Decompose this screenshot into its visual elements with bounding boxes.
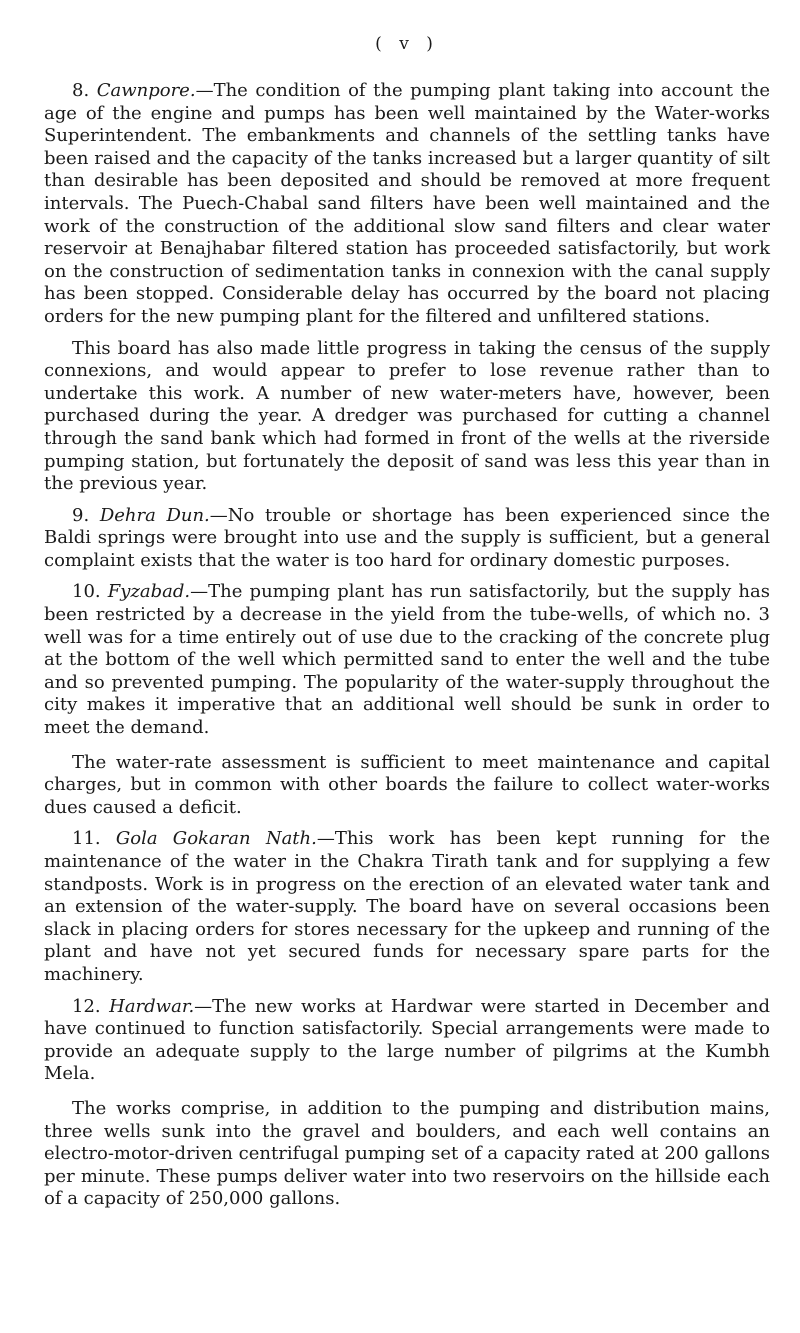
paragraph-text: —The pumping plant has run satisfactorily, but the supply has been restricted by a decrease in the yield from the tube-wells, of which no. 3 well was for a time entirely out of use due to the cracking of the concrete plug at the bottom of the well which permitted sand to enter the well and the tube and so prevented pumping. The popularity of the water-supply throughout the city makes it imperative that an additional well should be sunk in order to meet the demand. xyxy=(44,581,770,739)
paragraph-text: The works comprise, in addition to the pumping and distribution mains, three wells sunk into the gravel and boulders, and each well contains an electro-motor-driven centrifugal pumping set of a capacity rated at 200 gallons per minute. These pumps deliver water into two reservoirs on the hillside each of a capacity of 250,000 gallons. xyxy=(44,1097,770,1210)
paragraph-text: —The new works at Hardwar were started in December and have continued to function satisfactorily. Special arrangements were made to provide an adequate supply to the large number of pilgrims at the Kumbh Mela. xyxy=(44,995,770,1085)
paragraph-number: 8. xyxy=(72,80,90,101)
paragraph-gola-gokaran-nath xyxy=(44,828,770,986)
paragraph-text: The water-rate assessment is sufficient to meet maintenance and capital charges, but in common with other boards the failure to collect water-works dues caused a deficit. xyxy=(44,751,770,818)
place-heading: Fyzabad. xyxy=(107,581,191,603)
paragraph-fyzabad xyxy=(44,581,770,739)
paragraph-text: —The condition of the pumping plant taking into account the age of the engine and pumps has been well maintained by the Water-works Superintendent. The embankments and channels of the settling tanks have been raised and the capacity of the tanks increased but a larger quantity of silt than desirable has been deposited and should be removed at more frequent intervals. The Puech-Chabal sand filters have been well maintained and the work of the construction of the additional slow sand filters and clear water reservoir at Benajhabar filtered station has proceeded satisfactorily, but work on the construction of sedimentation tanks in connexion with the canal supply has been stopped. Considerable delay has occurred by the board not placing orders for the new pumping plant for the filtered and unfiltered stations. xyxy=(44,80,770,327)
paragraph-cawnpore-continued xyxy=(44,338,770,496)
place-heading: Hardwar. xyxy=(109,995,195,1017)
paragraph-number: 12. xyxy=(72,995,101,1017)
paragraph-text: This board has also made little progress in taking the census of the supply connexions, and would appear to prefer to lose revenue rather than to undertake this work. A number of new water-meters have, however, been purchased during the year. A dredger was purchased for cutting a channel through the sand bank which had formed in front of the wells at the riverside pumping station, but fortunately the deposit of sand was less this year than in the previous year. xyxy=(44,337,770,495)
paragraph-cawnpore xyxy=(44,80,770,329)
paragraph-dehra-dun xyxy=(44,505,770,573)
page-number: ( v ) xyxy=(375,34,439,54)
place-heading: Gola Gokaran Nath. xyxy=(115,828,317,850)
paragraph-number: 10. xyxy=(72,581,101,603)
paragraph-text: —No trouble or shortage has been experienced since the Baldi springs were brought into use and the supply is sufficient, but a general complaint exists that the water is too hard for ordinary domestic purposes. xyxy=(44,504,770,571)
paragraph-text: —This work has been kept running for the maintenance of the water in the Chakra Tirath tank and for supplying a few standposts. Work is in progress on the erection of an elevated water tank and an extension of the water-supply. The board have on several occasions been slack in placing orders for stores necessary for the upkeep and running of the plant and have not yet secured funds for necessary spare parts for the machinery. xyxy=(44,828,770,985)
paragraph-fyzabad-continued xyxy=(44,752,770,820)
paragraph-number: 9. xyxy=(72,504,90,526)
place-heading: Cawnpore. xyxy=(96,80,196,101)
place-heading: Dehra Dun. xyxy=(99,504,210,526)
paragraph-hardwar-continued xyxy=(44,1098,770,1211)
paragraph-number: 11. xyxy=(72,828,101,850)
paragraph-hardwar xyxy=(44,996,770,1086)
